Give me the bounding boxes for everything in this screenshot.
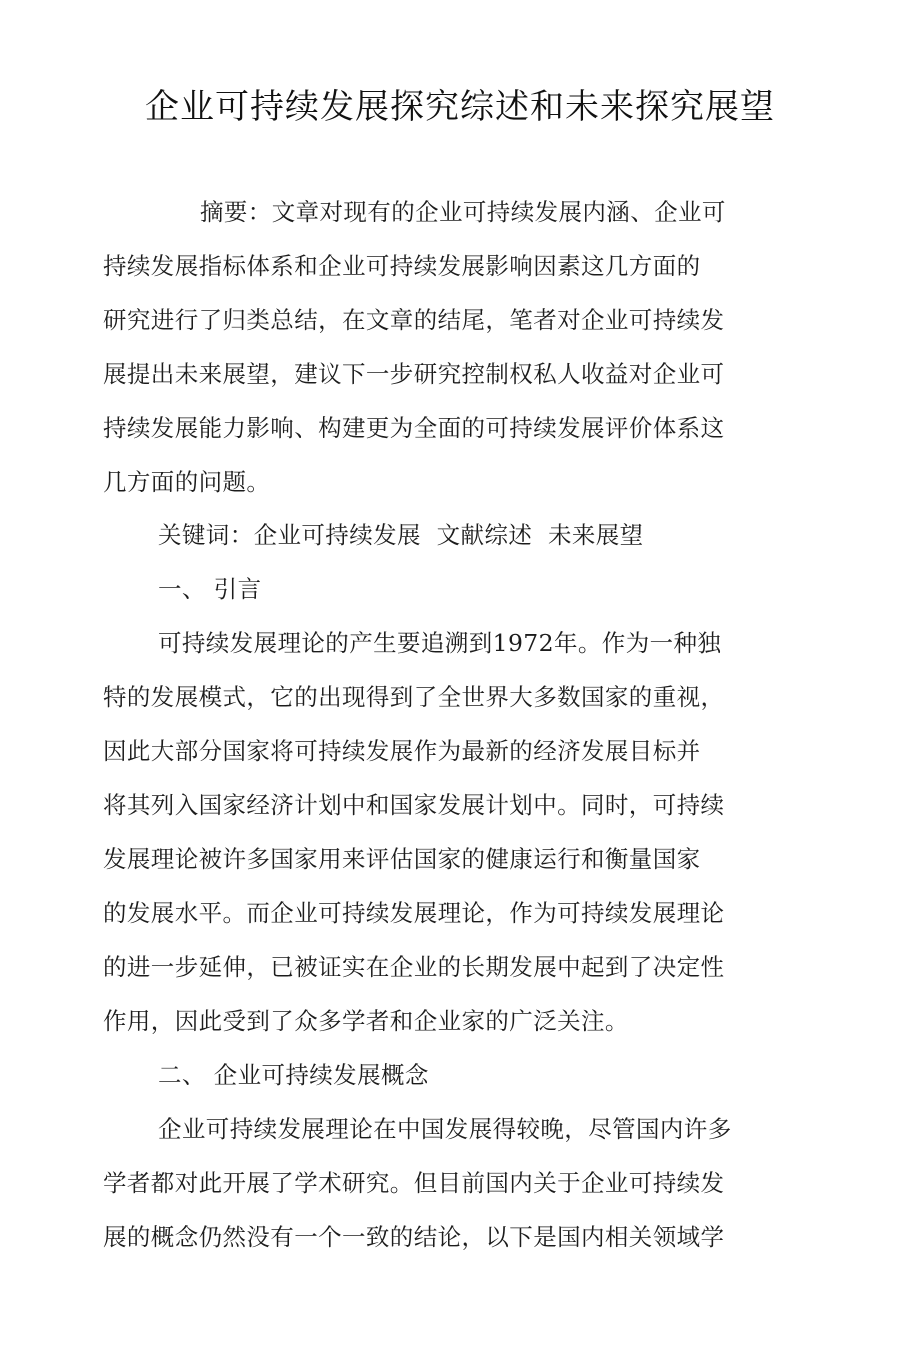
section-heading-introduction: 一、 引言 [158, 575, 262, 603]
paragraph-line: 展的概念仍然没有一个一致的结论，以下是国内相关领域学 [103, 1223, 725, 1251]
abstract-line: 几方面的问题。 [103, 468, 271, 496]
abstract-line: 研究进行了归类总结，在文章的结尾，笔者对企业可持续发 [103, 306, 725, 334]
keywords-line: 关键词：企业可持续发展 文献综述 未来展望 [158, 521, 644, 549]
paragraph-line: 将其列入国家经济计划中和国家发展计划中。同时，可持续 [103, 791, 725, 819]
abstract-line: 持续发展能力影响、构建更为全面的可持续发展评价体系这 [103, 414, 725, 442]
paragraph-line: 特的发展模式，它的出现得到了全世界大多数国家的重视， [103, 683, 725, 711]
document-title: 企业可持续发展探究综述和未来探究展望 [145, 87, 775, 127]
paragraph-line: 因此大部分国家将可持续发展作为最新的经济发展目标并 [103, 737, 701, 765]
paragraph-line: 学者都对此开展了学术研究。但目前国内关于企业可持续发 [103, 1169, 725, 1197]
paragraph-line: 的进一步延伸，已被证实在企业的长期发展中起到了决定性 [103, 953, 725, 981]
abstract-line: 摘要：文章对现有的企业可持续发展内涵、企业可 [200, 198, 726, 226]
paragraph-line: 可持续发展理论的产生要追溯到1972年。作为一种独 [158, 629, 722, 657]
paragraph-line: 发展理论被许多国家用来评估国家的健康运行和衡量国家 [103, 845, 701, 873]
paragraph-line: 的发展水平。而企业可持续发展理论，作为可持续发展理论 [103, 899, 725, 927]
paragraph-line: 作用，因此受到了众多学者和企业家的广泛关注。 [103, 1007, 629, 1035]
paragraph-line: 企业可持续发展理论在中国发展得较晚，尽管国内许多 [158, 1115, 732, 1143]
section-heading-concept: 二、 企业可持续发展概念 [158, 1061, 429, 1089]
abstract-line: 持续发展指标体系和企业可持续发展影响因素这几方面的 [103, 252, 701, 280]
abstract-line: 展提出未来展望，建议下一步研究控制权私人收益对企业可 [103, 360, 725, 388]
